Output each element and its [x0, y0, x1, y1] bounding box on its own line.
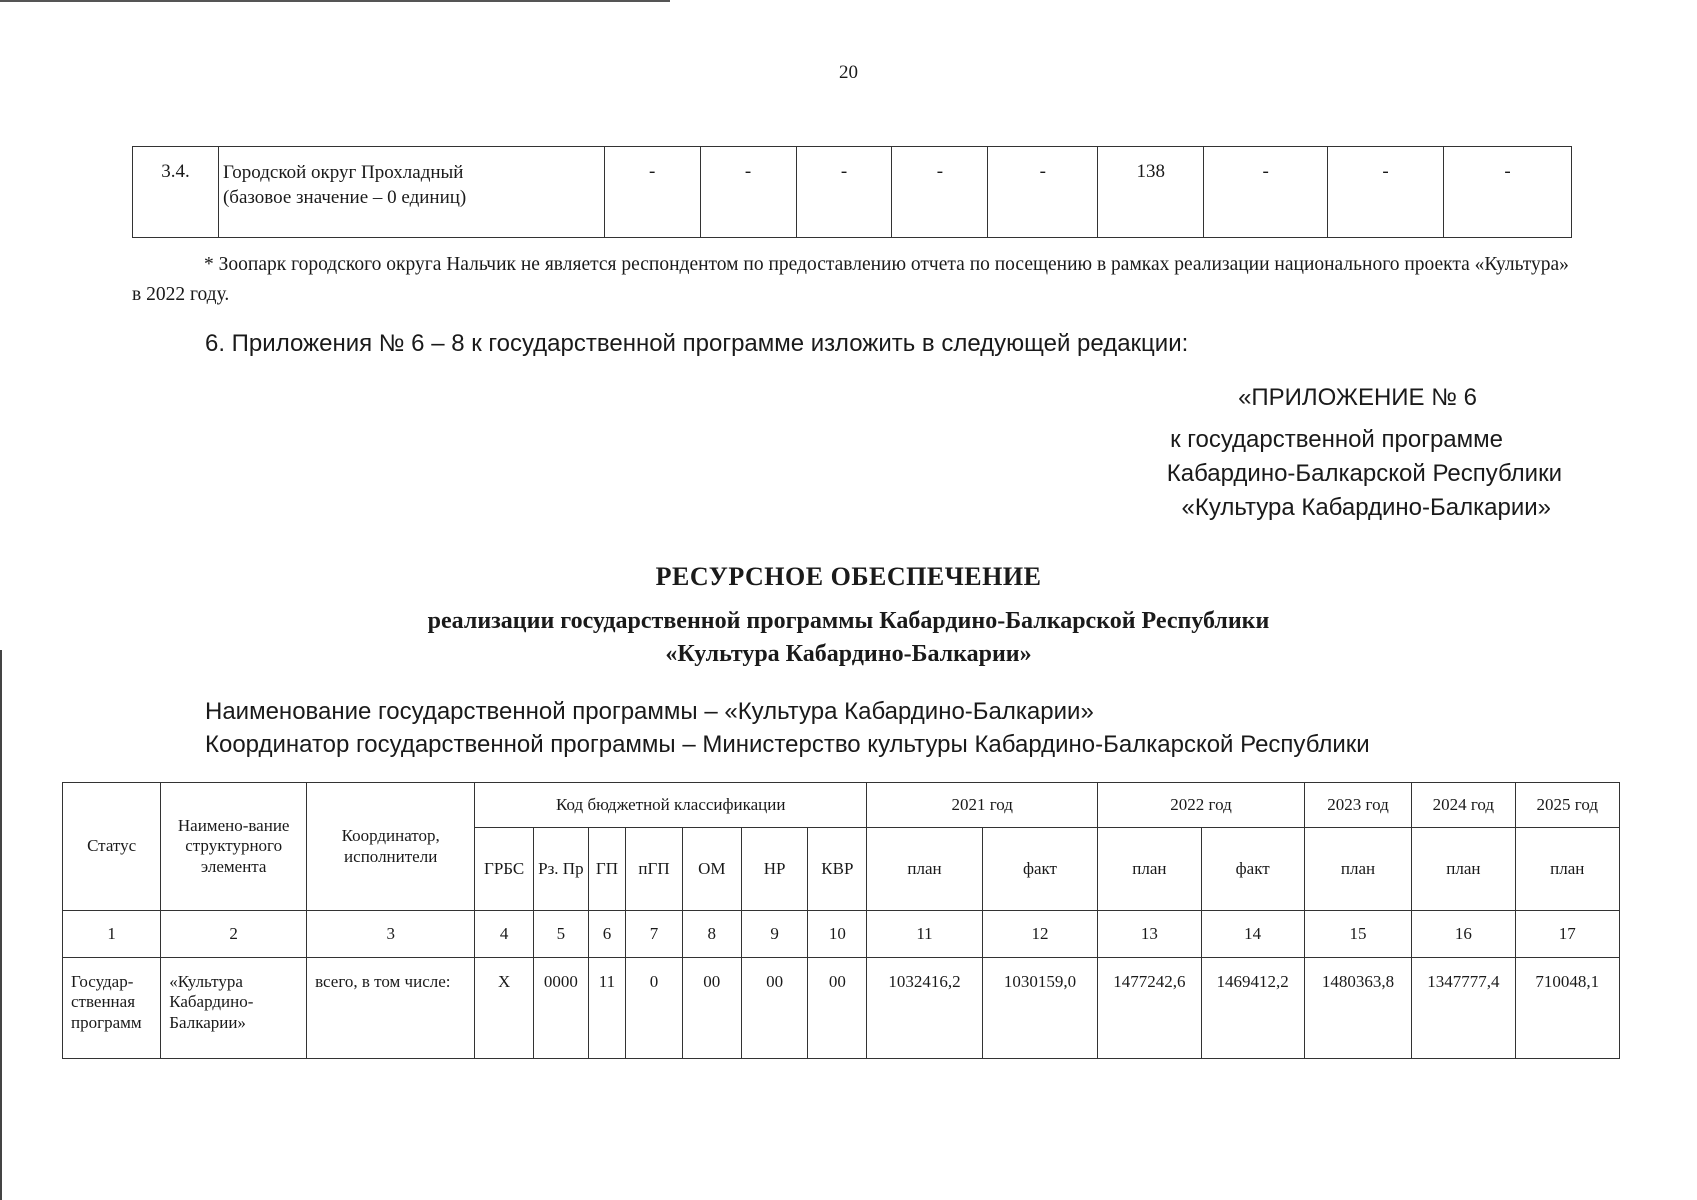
- program-name-line: Наименование государственной программы – «Культура Кабардино-Балкарии»: [205, 698, 1094, 725]
- document-subheading: «Культура Кабардино-Балкарии»: [665, 641, 1032, 667]
- gp-cell: 11: [588, 958, 625, 1059]
- subheader-cell: ГП: [588, 828, 625, 911]
- scan-edge-line: [0, 0, 670, 2]
- value-cell: -: [700, 147, 796, 238]
- plan-2024-cell: 1347777,4: [1412, 958, 1515, 1059]
- kvr-cell: 00: [808, 958, 867, 1059]
- subheader-cell: факт: [1201, 828, 1304, 911]
- name-cell: «Культура Кабардино-Балкарии»: [161, 958, 307, 1059]
- header-2022: 2022 год: [1098, 783, 1305, 828]
- plan-2022-cell: 1477242,6: [1098, 958, 1201, 1059]
- column-number: 6: [588, 911, 625, 958]
- column-number: 14: [1201, 911, 1304, 958]
- column-number: 7: [626, 911, 683, 958]
- value-cell: -: [892, 147, 988, 238]
- column-number: 3: [307, 911, 475, 958]
- column-number: 15: [1304, 911, 1411, 958]
- subheader-cell: план: [1412, 828, 1515, 911]
- subheader-cell: ОМ: [682, 828, 741, 911]
- column-number: 8: [682, 911, 741, 958]
- row-number: 3.4.: [133, 147, 219, 238]
- scan-side-line: [0, 650, 2, 1200]
- header-status: Статус: [63, 783, 161, 911]
- item-6-text: 6. Приложения № 6 – 8 к государственной программе изложить в следующей редакции:: [205, 330, 1189, 357]
- plan-2021-cell: 1032416,2: [867, 958, 982, 1059]
- subheader-cell: Рз. Пр: [534, 828, 589, 911]
- value-cell: -: [1328, 147, 1444, 238]
- appendix-line: Кабардино-Балкарской Республики: [1166, 460, 1562, 487]
- column-number: 2: [161, 911, 307, 958]
- subheader-cell: план: [1098, 828, 1201, 911]
- grbs-cell: Х: [475, 958, 534, 1059]
- status-cell: Государ-ственная программ: [63, 958, 161, 1059]
- value-cell: 138: [1098, 147, 1204, 238]
- program-coordinator-line: Координатор государственной программы – Министерство культуры Кабардино-Балкарской Республики: [205, 731, 1370, 758]
- subheader-cell: НР: [741, 828, 808, 911]
- nr-cell: 00: [741, 958, 808, 1059]
- fact-2022-cell: 1469412,2: [1201, 958, 1304, 1059]
- coordinator-cell: всего, в том числе:: [307, 958, 475, 1059]
- header-2021: 2021 год: [867, 783, 1098, 828]
- subheader-cell: КВР: [808, 828, 867, 911]
- table-number-row: [63, 911, 1620, 958]
- subheader-cell: план: [1515, 828, 1619, 911]
- header-coordinator: Координатор, исполнители: [307, 783, 475, 911]
- subheader-cell: пГП: [626, 828, 683, 911]
- header-2023: 2023 год: [1304, 783, 1411, 828]
- fact-2021-cell: 1030159,0: [982, 958, 1097, 1059]
- value-cell: -: [1204, 147, 1328, 238]
- column-number: 13: [1098, 911, 1201, 958]
- pgp-cell: 0: [626, 958, 683, 1059]
- value-cell: -: [604, 147, 700, 238]
- subheader-cell: факт: [982, 828, 1097, 911]
- plan-2025-cell: 710048,1: [1515, 958, 1619, 1059]
- value-cell: -: [988, 147, 1098, 238]
- resource-table: [62, 782, 1620, 1059]
- plan-2023-cell: 1480363,8: [1304, 958, 1411, 1059]
- subheader-cell: план: [1304, 828, 1411, 911]
- appendix-line: к государственной программе: [1170, 426, 1503, 453]
- row-name: Городской округ Прохладный (базовое значение – 0 единиц): [218, 147, 604, 238]
- om-cell: 00: [682, 958, 741, 1059]
- column-number: 9: [741, 911, 808, 958]
- value-cell: -: [796, 147, 892, 238]
- indicators-table-fragment: [132, 146, 1572, 238]
- value-cell: -: [1444, 147, 1572, 238]
- appendix-title: «ПРИЛОЖЕНИЕ № 6: [1238, 384, 1477, 411]
- header-2024: 2024 год: [1412, 783, 1515, 828]
- subheader-cell: ГРБС: [475, 828, 534, 911]
- column-number: 11: [867, 911, 982, 958]
- table-row: [133, 147, 1572, 238]
- column-number: 4: [475, 911, 534, 958]
- column-number: 10: [808, 911, 867, 958]
- rzpr-cell: 0000: [534, 958, 589, 1059]
- column-number: 16: [1412, 911, 1515, 958]
- table-header-row: [63, 783, 1620, 828]
- subheader-cell: план: [867, 828, 982, 911]
- table-row: [63, 958, 1620, 1059]
- document-subheading: реализации государственной программы Кабардино-Балкарской Республики: [427, 608, 1270, 634]
- column-number: 1: [63, 911, 161, 958]
- header-name: Наимено-вание структурного элемента: [161, 783, 307, 911]
- appendix-line: «Культура Кабардино-Балкарии»: [1181, 494, 1551, 521]
- column-number: 12: [982, 911, 1097, 958]
- document-heading: РЕСУРСНОЕ ОБЕСПЕЧЕНИЕ: [655, 562, 1042, 591]
- footnote: * Зоопарк городского округа Нальчик не является респондентом по предоставлению отчета по посещению в рамках реализации национального проекта «Культура» в 2022 году.: [132, 254, 1569, 306]
- column-number: 5: [534, 911, 589, 958]
- header-kbk: Код бюджетной классификации: [475, 783, 867, 828]
- column-number: 17: [1515, 911, 1619, 958]
- header-2025: 2025 год: [1515, 783, 1619, 828]
- page-number: 20: [839, 62, 858, 83]
